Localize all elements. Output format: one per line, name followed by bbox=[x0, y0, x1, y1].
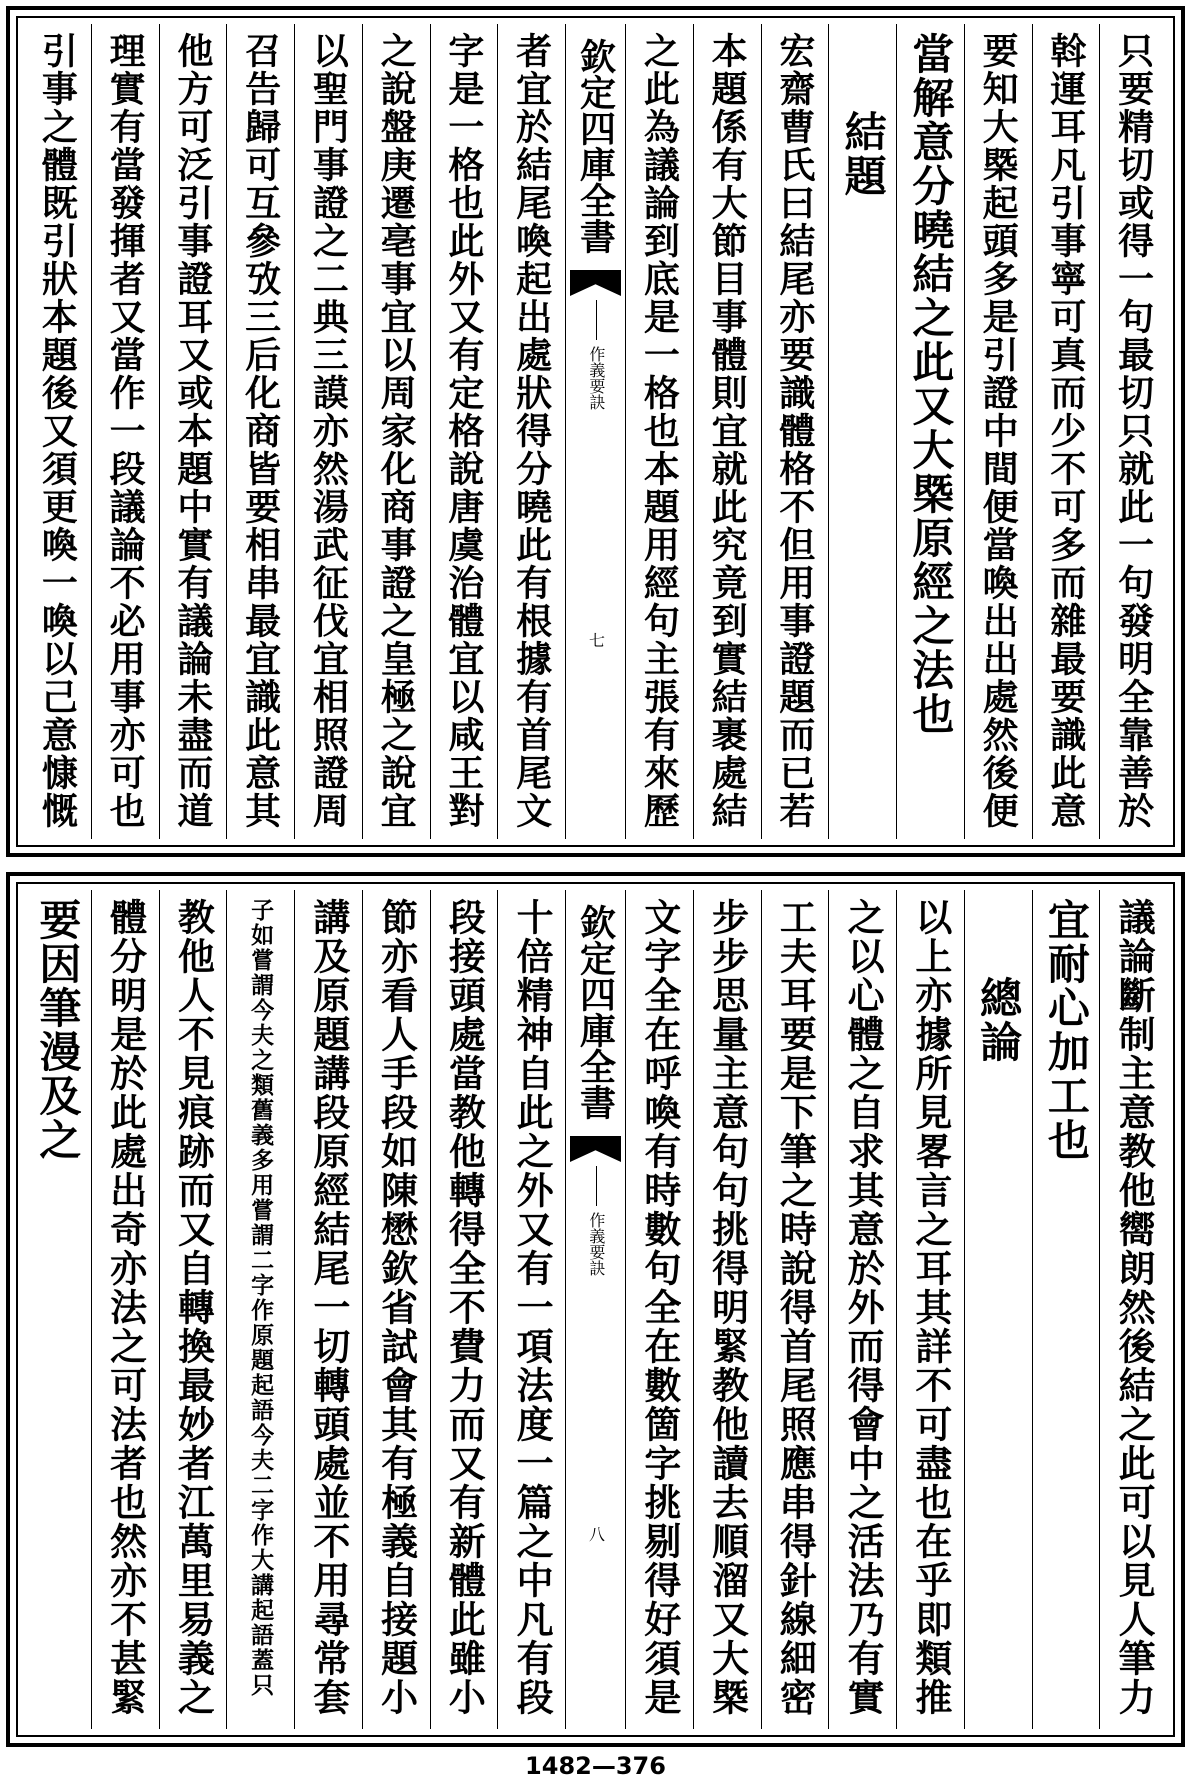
column-text: 教他人不見痕跡而又自轉換最妙者江萬里易義之 bbox=[171, 898, 216, 1717]
column-text: 當解意分曉結之此又大槩原經之法也 bbox=[906, 32, 956, 736]
banner-divider-line bbox=[596, 300, 598, 340]
page-center-banner bbox=[565, 890, 625, 1729]
text-column bbox=[625, 890, 693, 1729]
fish-tail-mark-icon bbox=[570, 270, 621, 296]
column-text: 召告歸可互參攷三后化商皆要相串最宜識此意其 bbox=[239, 32, 282, 830]
section-title: 作義要訣 bbox=[586, 346, 606, 410]
column-text: 步步思量主意句句挑得明緊教他讀去順溜又大槩 bbox=[705, 898, 750, 1717]
text-column bbox=[159, 890, 227, 1729]
column-text: 以上亦據所見畧言之耳其詳不可盡也在乎即類推 bbox=[908, 898, 953, 1717]
top-page-panel bbox=[6, 6, 1185, 857]
column-text: 宜耐心加工也 bbox=[1041, 898, 1091, 1162]
text-column bbox=[362, 24, 430, 839]
column-text: 他方可泛引事證耳又或本題中實有議論未盡而道 bbox=[171, 32, 214, 830]
column-text: 要因筆漫及之 bbox=[33, 898, 83, 1162]
text-column bbox=[1032, 890, 1100, 1729]
section-heading bbox=[964, 890, 1032, 1729]
column-text: 本題係有大節目事體則宜就此究竟到實結裹處結 bbox=[706, 32, 749, 830]
column-text: 子如嘗謂今夫之類舊義多用嘗謂二字作原題起語今夫二字作大講起語蓋只 bbox=[247, 898, 275, 1698]
column-text: 理實有當發揮者又當作一段議論不必用事亦可也 bbox=[104, 32, 147, 830]
column-text: 節亦看人手段如陳懋欽省試會其有極義自接題小 bbox=[374, 898, 419, 1717]
column-text: 段接頭處當教他轉得全不費力而又有新體此雖小 bbox=[442, 898, 487, 1717]
column-text: 字是一格也此外又有定格說唐虞治體宜以咸王對 bbox=[442, 32, 485, 830]
text-column bbox=[896, 890, 964, 1729]
text-column bbox=[226, 890, 294, 1729]
section-heading-text: 總論 bbox=[974, 976, 1024, 1064]
text-column bbox=[828, 890, 896, 1729]
text-column bbox=[91, 890, 159, 1729]
section-heading-text: 結題 bbox=[838, 110, 888, 198]
fish-tail-mark-icon bbox=[570, 1136, 621, 1162]
page-number: 七 bbox=[586, 632, 606, 648]
column-text: 文字全在呼喚有時數句全在數箇字挑剔得好須是 bbox=[637, 898, 682, 1717]
text-column bbox=[964, 24, 1032, 839]
text-column bbox=[362, 890, 430, 1729]
text-column bbox=[294, 24, 362, 839]
text-column bbox=[294, 890, 362, 1729]
section-heading bbox=[828, 24, 896, 839]
column-text: 者宜於結尾喚起出處狀得分曉此有根據有首尾文 bbox=[510, 32, 553, 830]
text-column bbox=[625, 24, 693, 839]
column-text: 只要精切或得一句最切只就此一句發明全靠善於 bbox=[1112, 32, 1155, 830]
column-text: 宏齋曹氏曰結尾亦要識體格不但用事證題而已若 bbox=[773, 32, 816, 830]
column-text: 體分明是於此處出奇亦法之可法者也然亦不甚緊 bbox=[103, 898, 148, 1717]
text-column bbox=[24, 24, 91, 839]
text-column bbox=[91, 24, 159, 839]
column-text: 之以心體之自求其意於外而得會中之活法乃有實 bbox=[841, 898, 886, 1717]
book-title: 欽定四庫全書 bbox=[574, 38, 617, 254]
text-column bbox=[1032, 24, 1100, 839]
bottom-page-columns bbox=[24, 890, 1167, 1729]
text-column bbox=[159, 24, 227, 839]
text-column bbox=[896, 24, 964, 839]
text-column bbox=[693, 890, 761, 1729]
column-text: 以聖門事證之二典三謨亦然湯武征伐宜相照證周 bbox=[307, 32, 350, 830]
text-column bbox=[24, 890, 91, 1729]
text-column bbox=[226, 24, 294, 839]
text-column bbox=[430, 24, 498, 839]
column-text: 講及原題講段原經結尾一切轉頭處並不用尋常套 bbox=[306, 898, 351, 1717]
column-text: 十倍精神自此之外又有一項法度一篇之中凡有段 bbox=[510, 898, 555, 1717]
text-column bbox=[761, 24, 829, 839]
text-column bbox=[761, 890, 829, 1729]
banner-divider-line bbox=[596, 1166, 598, 1206]
column-text: 之說盤庚遷亳事宜以周家化商事證之皇極之說宜 bbox=[375, 32, 418, 830]
page-number: 八 bbox=[586, 1526, 606, 1542]
section-title: 作義要訣 bbox=[586, 1212, 606, 1276]
text-column bbox=[497, 890, 565, 1729]
bottom-page-panel bbox=[6, 872, 1185, 1747]
column-text: 要知大槩起頭多是引證中間便當喚出出處然後便 bbox=[977, 32, 1020, 830]
text-column bbox=[430, 890, 498, 1729]
text-column bbox=[693, 24, 761, 839]
page-center-banner bbox=[565, 24, 625, 839]
page-reference: 1482—376 bbox=[525, 1752, 666, 1780]
top-page-columns bbox=[24, 24, 1167, 839]
column-text: 工夫耳要是下筆之時說得首尾照應串得針線細密 bbox=[773, 898, 818, 1717]
column-text: 引事之體既引狀本題後又須更喚一喚以己意慷慨 bbox=[36, 32, 79, 830]
text-column bbox=[1099, 24, 1167, 839]
column-text: 之此為議論到底是一格也本題用經句主張有來歷 bbox=[638, 32, 681, 830]
text-column bbox=[1099, 890, 1167, 1729]
text-column bbox=[497, 24, 565, 839]
column-text: 議論斷制主意教他嚮朗然後結之此可以見人筆力 bbox=[1112, 898, 1157, 1717]
book-title: 欽定四庫全書 bbox=[574, 904, 617, 1120]
column-text: 斡運耳凡引事寧可真而少不可多而雜最要識此意 bbox=[1044, 32, 1087, 830]
